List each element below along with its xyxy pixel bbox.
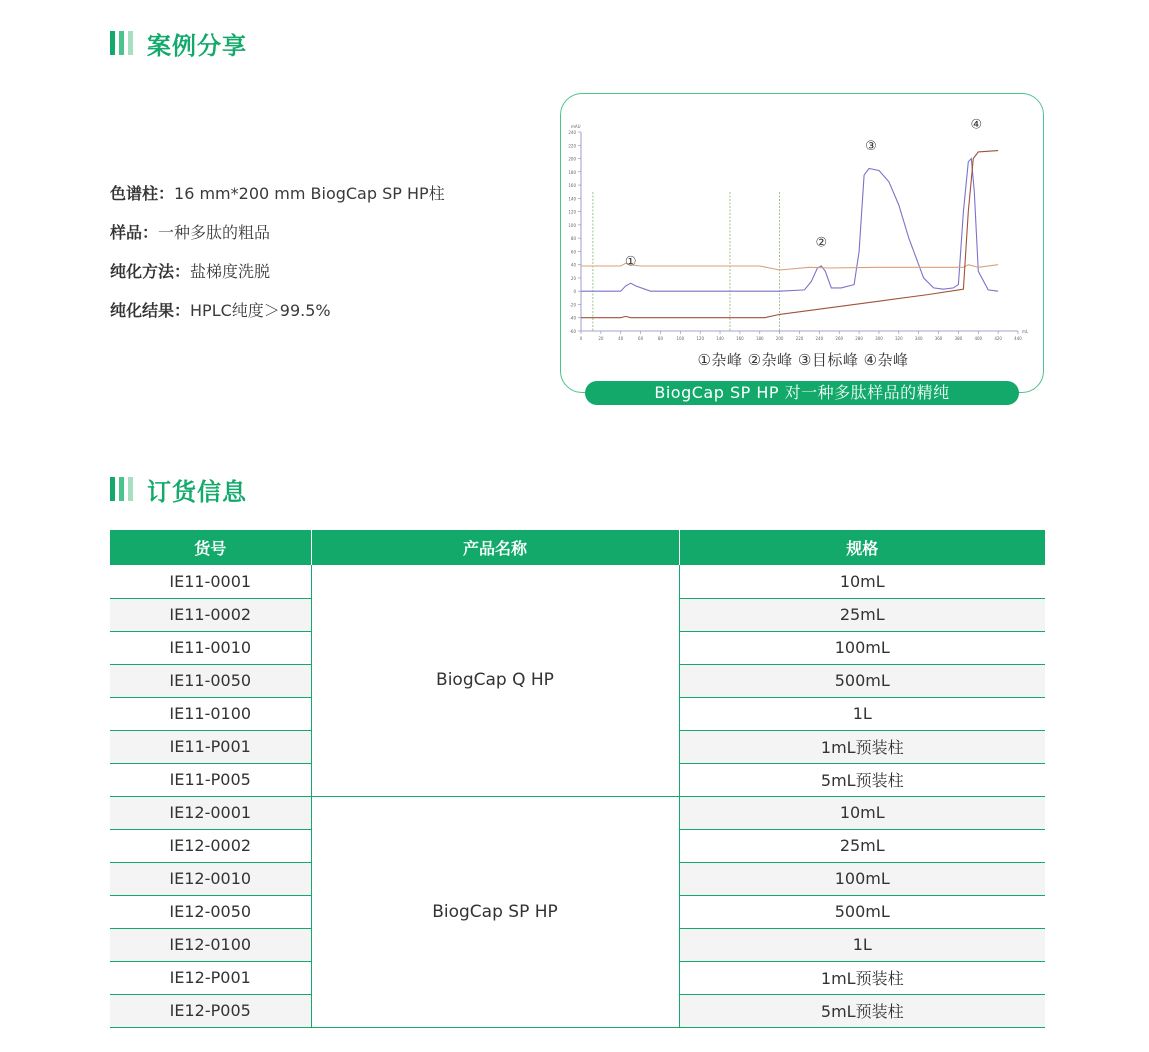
cell-spec: 5mL预装柱 — [679, 994, 1045, 1027]
series-line-uv — [581, 159, 998, 292]
x-tick-label: 20 — [598, 336, 604, 341]
peak-marker-2: ② — [815, 235, 828, 251]
x-tick-label: 100 — [676, 336, 685, 341]
cell-spec: 1L — [679, 697, 1045, 730]
cell-code: IE12-0050 — [110, 895, 311, 928]
order-table — [110, 530, 1045, 1028]
order-section-header — [110, 474, 247, 504]
info-row-column — [110, 180, 530, 219]
x-tick-label: 200 — [775, 336, 784, 341]
x-tick-label: 280 — [855, 336, 863, 341]
x-tick-label: 420 — [994, 336, 1002, 341]
series-line-cond — [581, 263, 998, 270]
peak-marker-1: ① — [624, 254, 637, 270]
section-bars-icon — [110, 477, 133, 501]
info-label: 纯化方法： — [110, 262, 191, 281]
y-tick-label: 0 — [573, 289, 576, 295]
info-label: 样品： — [110, 223, 159, 242]
cell-code: IE12-0100 — [110, 928, 311, 961]
x-tick-label: 360 — [934, 336, 943, 341]
cell-spec: 1mL预装柱 — [679, 730, 1045, 763]
y-tick-label: -40 — [569, 315, 576, 321]
order-section-title: 订货信息 — [147, 477, 247, 506]
x-tick-label: 440 — [1014, 336, 1022, 341]
y-tick-label: 100 — [568, 222, 576, 228]
cell-product-name: BiogCap Q HP — [311, 565, 679, 796]
y-tick-label: 20 — [570, 275, 576, 281]
info-row-method — [110, 258, 530, 297]
cell-spec: 500mL — [679, 895, 1045, 928]
y-tick-label: 80 — [570, 236, 576, 242]
x-axis-label: mL — [1022, 329, 1029, 334]
cell-spec: 1L — [679, 928, 1045, 961]
x-tick-label: 80 — [657, 336, 664, 341]
x-tick-label: 400 — [974, 336, 983, 341]
y-axis-label: mAU — [571, 124, 581, 129]
y-tick-label: 140 — [568, 196, 576, 202]
cell-code: IE12-0010 — [110, 862, 311, 895]
cell-spec: 500mL — [679, 664, 1045, 697]
x-tick-label: 260 — [835, 336, 844, 341]
y-tick-label: -60 — [569, 329, 576, 334]
cell-code: IE11-P005 — [110, 763, 311, 796]
cell-code: IE11-0001 — [110, 565, 311, 598]
x-tick-label: 340 — [914, 336, 923, 341]
x-tick-label: 40 — [618, 336, 624, 341]
chart-caption: BiogCap SP HP 对一种多肽样品的精纯 — [585, 381, 1019, 405]
y-tick-label: 180 — [568, 169, 576, 175]
peak-marker-3: ③ — [865, 138, 877, 154]
cell-spec: 10mL — [679, 565, 1045, 598]
case-section-title: 案例分享 — [147, 31, 247, 60]
info-value: 16 mm*200 mm BiogCap SP HP柱 — [174, 184, 445, 203]
y-tick-label: 40 — [570, 262, 576, 268]
x-tick-label: 120 — [696, 336, 705, 341]
x-tick-label: 220 — [795, 336, 804, 341]
x-tick-label: 380 — [954, 336, 963, 341]
x-tick-label: 60 — [638, 336, 644, 341]
cell-spec: 100mL — [679, 631, 1045, 664]
header-name: 产品名称 — [311, 530, 679, 565]
y-tick-label: 240 — [568, 130, 576, 135]
chromatogram-card — [560, 93, 1044, 393]
table-header-row — [110, 530, 1045, 565]
info-value: 一种多肽的粗品 — [158, 223, 271, 242]
header-spec: 规格 — [679, 530, 1045, 565]
table-row — [110, 796, 1045, 829]
section-bars-icon — [110, 31, 133, 55]
peak-legend: ①杂峰 ②杂峰 ③目标峰 ④杂峰 — [697, 351, 909, 369]
x-tick-label: 160 — [736, 336, 744, 341]
cell-spec: 25mL — [679, 829, 1045, 862]
peak-marker-4: ④ — [970, 117, 983, 133]
cell-code: IE12-0002 — [110, 829, 311, 862]
x-tick-label: 140 — [716, 336, 724, 341]
info-value: 盐梯度洗脱 — [190, 262, 271, 281]
cell-code: IE12-P005 — [110, 994, 311, 1027]
cell-spec: 5mL预装柱 — [679, 763, 1045, 796]
x-tick-label: 300 — [875, 336, 883, 341]
cell-product-name: BiogCap SP HP — [311, 796, 679, 1027]
purification-info — [110, 180, 530, 336]
x-tick-label: 320 — [894, 336, 903, 341]
y-tick-label: 220 — [568, 143, 576, 149]
info-row-sample — [110, 219, 530, 258]
cell-spec: 1mL预装柱 — [679, 961, 1045, 994]
y-tick-label: 200 — [568, 156, 576, 162]
cell-code: IE11-0050 — [110, 664, 311, 697]
chromatogram-chart — [561, 94, 1044, 349]
x-tick-label: 0 — [579, 336, 583, 341]
table-row — [110, 565, 1045, 598]
info-row-result — [110, 297, 530, 336]
series-line-conc — [581, 151, 998, 318]
y-tick-label: -20 — [569, 302, 576, 308]
case-section-header — [110, 28, 247, 58]
x-tick-label: 180 — [755, 336, 764, 341]
cell-code: IE11-0002 — [110, 598, 311, 631]
cell-code: IE12-P001 — [110, 961, 311, 994]
y-tick-label: 120 — [568, 209, 576, 215]
cell-spec: 25mL — [679, 598, 1045, 631]
cell-code: IE11-P001 — [110, 730, 311, 763]
info-label: 色谱柱： — [110, 184, 175, 203]
cell-code: IE12-0001 — [110, 796, 311, 829]
x-tick-label: 240 — [815, 336, 824, 341]
cell-code: IE11-0010 — [110, 631, 311, 664]
y-tick-label: 60 — [570, 249, 576, 255]
cell-code: IE11-0100 — [110, 697, 311, 730]
header-code: 货号 — [110, 530, 311, 565]
cell-spec: 10mL — [679, 796, 1045, 829]
y-tick-label: 160 — [568, 183, 576, 189]
info-label: 纯化结果： — [110, 301, 191, 320]
info-value: HPLC纯度＞99.5% — [190, 301, 331, 320]
cell-spec: 100mL — [679, 862, 1045, 895]
